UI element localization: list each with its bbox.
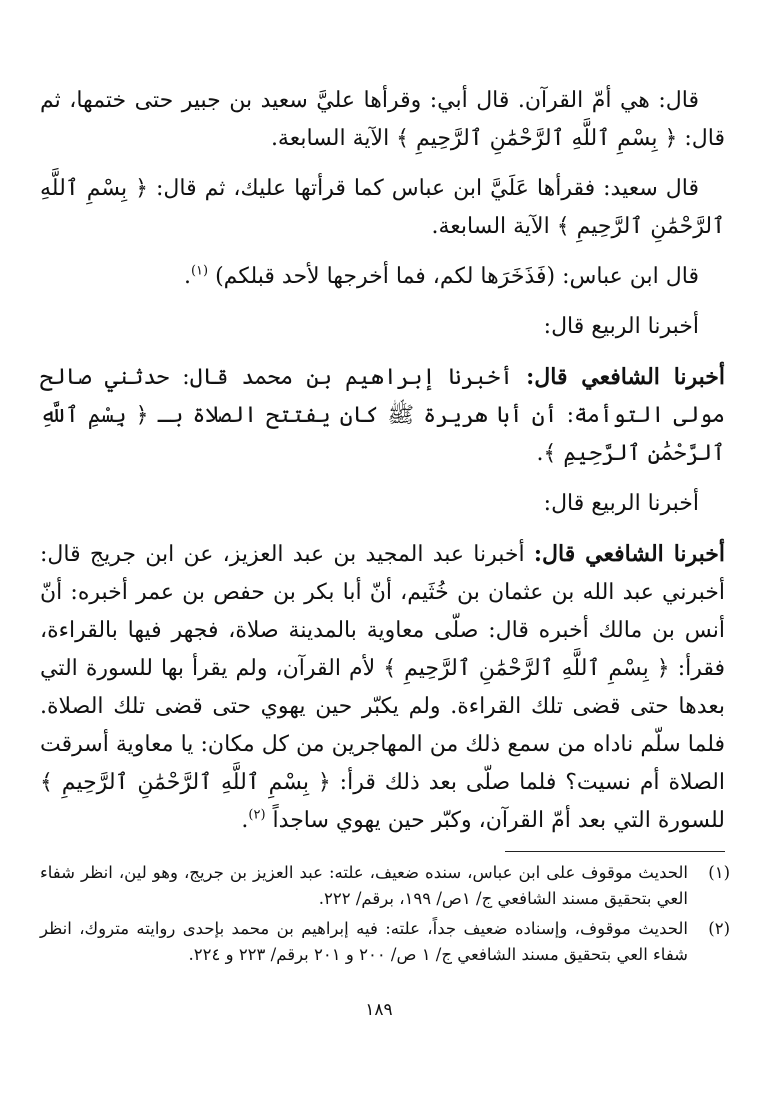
footnote-number: (١) <box>708 863 730 882</box>
footnote-text: الحديث موقوف على ابن عباس، سنده ضعيف، علته: عبد العزيز بن جريج، وهو لين، انظر شفاء العي بتحقيق مسند الشافعي ج/ ١ص/ ١٩٩، برقم/ ٢٢٢. <box>40 863 688 908</box>
footnote <box>40 916 730 968</box>
footnote-text: الحديث موقوف، وإسناده ضعيف جداً، علته: فيه إبراهيم بن محمد بإحدى روايته متروك، انظر شفاء العي بتحقيق مسند الشافعي ج/ ١ ص/ ٢٠٠ و ٢٠١ برقم/ ٢٢٣ و ٢٢٤. <box>40 919 688 964</box>
paragraph-text: أخبرنا الربيع قال: <box>543 314 699 339</box>
footnote-ref[interactable]: (١) <box>190 263 209 279</box>
paragraph-tail: . <box>241 808 249 833</box>
paragraph <box>40 535 725 840</box>
narrator-label: أخبرنا الشافعي قال: <box>533 541 726 567</box>
paragraph <box>40 170 725 246</box>
paragraph-text: قال ابن عباس: (فَذَخَرَها لكم، فما أخرجها لأحد قبلكم) <box>215 264 699 289</box>
paragraph <box>40 258 725 296</box>
footnote-ref[interactable]: (٢) <box>248 807 266 823</box>
footnotes <box>40 860 730 972</box>
paragraph <box>40 308 725 346</box>
paragraph-text: أخبرنا الربيع قال: <box>543 491 699 516</box>
paragraph-text: أخبرنا عبد المجيد بن عبد العزيز، عن ابن جريج قال: أخبرني عبد الله بن عثمان بن خُثَيم، أنّ أبا بكر بن حفص بن عمر أخبره: أنّ أنس بن مالك أخبره قال: صلّى معاوية بالمدينة صلاة، فجهر فيها بالقراءة، فقرأ: ﴿ بِسْمِ ٱللَّهِ ٱلرَّحْمَٰنِ ٱلرَّحِيمِ ﴾ لأم القرآن، ولم يقرأ بها للسورة التي بعدها حتى قضى تلك القراءة. ولم يكبّر حين يهوي حتى قضى تلك الصلاة. فلما سلّم ناداه من سمع ذلك من المهاجرين من كل مكان: يا معاوية أسرقت الصلاة أم نسيت؟ فلما صلّى بعد ذلك قرأ: ﴿ بِسْمِ ٱللَّهِ ٱلرَّحْمَٰنِ ٱلرَّحِيمِ ﴾ للسورة التي بعد أمّ القرآن، وكبّر حين يهوي ساجداً <box>40 542 725 833</box>
narrator-label: أخبرنا الشافعي قال: <box>526 364 726 390</box>
paragraph <box>40 82 725 158</box>
paragraph-text: قال سعيد: فقرأها عَلَيَّ ابن عباس كما قرأتها عليك، ثم قال: ﴿ بِسْمِ ٱللَّهِ ٱلرَّحْمَٰنِ ٱلرَّحِيمِ ﴾ الآية السابعة. <box>40 176 725 239</box>
page-number: ١٨٩ <box>365 1000 393 1020</box>
paragraph <box>40 358 725 473</box>
footnote <box>40 860 730 912</box>
paragraph-text: أخبرنا إبراهيم بن محمد قال: حدثني صالح مولى التوأمة: أن أبا هريرة ﷺ كان يفتتح الصلاة بـ ﴿ بِسْمِ ٱللَّهِ ٱلرَّحْمَٰنِ ٱلرَّحِيمِ ﴾. <box>40 365 725 466</box>
footnote-divider <box>505 851 725 852</box>
footnote-number: (٢) <box>708 919 730 938</box>
main-text <box>40 82 725 852</box>
paragraph-text: قال: هي أمّ القرآن. قال أبي: وقرأها عليَّ سعيد بن جبير حتى ختمها، ثم قال: ﴿ بِسْمِ ٱللَّهِ ٱلرَّحْمَٰنِ ٱلرَّحِيمِ ﴾ الآية السابعة. <box>40 88 725 151</box>
paragraph <box>40 485 725 523</box>
paragraph-tail: . <box>183 264 191 289</box>
